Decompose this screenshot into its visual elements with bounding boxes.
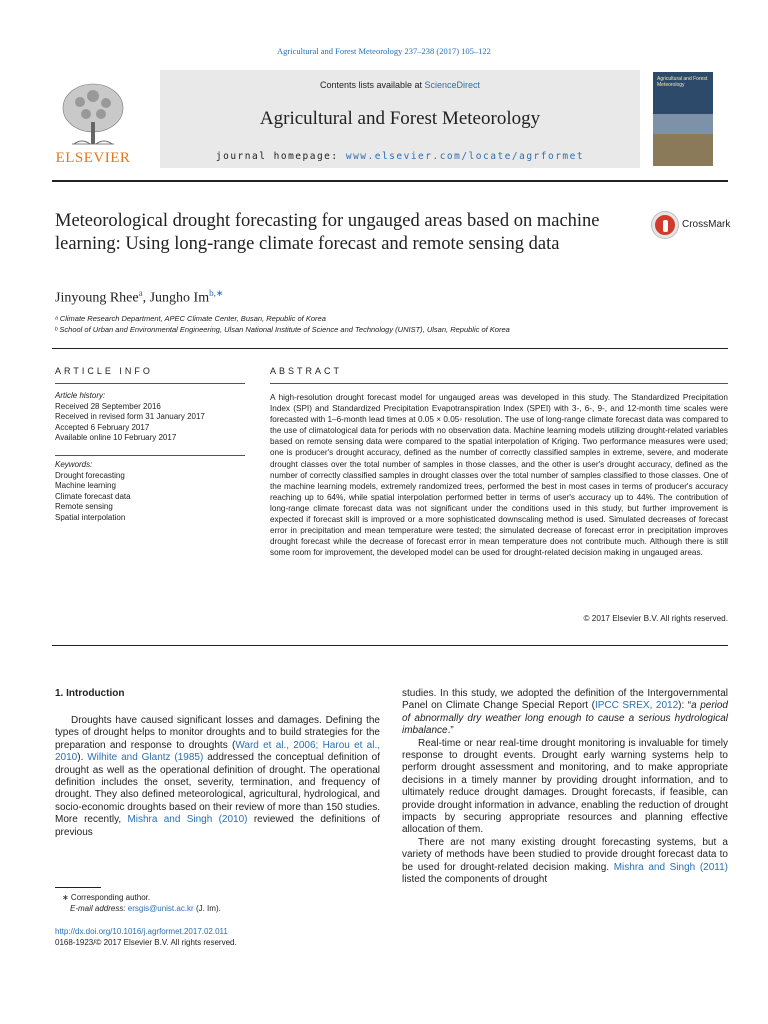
citation-link[interactable]: Ward et al., 2006; Harou et al., 2010 [55, 739, 381, 764]
contents-line [160, 80, 640, 90]
keyword: Machine learning [55, 481, 116, 490]
cover-landscape [653, 134, 713, 166]
abstract-rule [270, 383, 728, 384]
article-info-heading: ARTICLE INFO [55, 366, 153, 376]
body-paragraph: Droughts have caused significant losses and damages. Defining the types of drought helps to monitor droughts and to build strategies for the preparation and response to droughts (Ward et al., 2006; Harou et al., 2010). Wilhite and Glantz (1985) addressed the conceptual definition of drought as well as the operational definition of drought. The operational definition includes the onset, severity, termination, and frequency of drought. They also defined meteorological, agricultural, hydrological, and socio-economic droughts based on their review of more than 150 studies. More recently, Mishra and Singh (2010) reviewed the definitions of previous [55, 715, 381, 838]
history-date: Received 28 September 2016 [55, 401, 161, 411]
journal-cover-thumbnail[interactable] [653, 72, 713, 166]
doi-link[interactable]: http://dx.doi.org/10.1016/j.agrformet.2017.02.011 [55, 927, 228, 936]
crossmark-label: CrossMark [682, 219, 731, 230]
author-name: Jinyoung Rhee [55, 290, 139, 306]
header-rule [52, 180, 728, 182]
info-rule [55, 455, 245, 456]
abstract-text: A high-resolution drought forecast model for ungauged areas was developed in this study. The Standardized Precipitation Index (SPI) and Standardized Precipitation Evapotranspiration Index (SPEI) with 3-, 6-, 9-, and 12-month time scales were forecasted with 1–6-month lead times at 0.05 × 0.05◦ resolution. The use of long-range climate forecast data was compared to the use of climatological data for periods with no observation data. Machine learning models utilizing drought-related variables based on remote sensing data were compared to the spatial interpolation of Kriging. Two performance measures were used; one is producer's drought accuracy, defined as the number of correctly classified samples in extreme, severe, and moderate drought classes over the total number of samples in those classes, and the other is user's drought accuracy, defined as the number of correctly classified samples in drought classes over the total number of samples classified to those classes. One of the machine learning models, extremely randomized trees, performed the best in most cases in terms of producer's accuracy reaching up to 64%, while spatial interpolation performed better in terms of user's accuracy up to 44%. The contribution of long-range climate forecast data was not significant under the conditions used in this study, but further improvement is expected if forecast skill is improved or a more sophisticated downscaling method is used. Simulated decreases of forecast error in precipitation and mean temperature were tested; the simulated decrease of forecast error in precipitation improves drought forecast while the decrease of forecast error in mean temperature does not contribute much. Although there is still some room for improvement, the developed model can be used for drought-related decision making in ungauged areas. [270, 393, 728, 558]
email-label: E-mail address: [70, 904, 128, 913]
keyword: Drought forecasting [55, 470, 125, 480]
body-paragraph: Real-time or near real-time drought monitoring is invaluable for timely response to drought events. Drought early warning systems help to perform drought assessment and monitoring, and to make appropriate decisions in a timely manner by providing drought information, and to ultimately reduce drought damages. Drought forecasts, if feasible, can provide drought information in advance, enabling the reduction of drought impacts by securing appropriate resources and planning effective allocation of them. [402, 737, 728, 836]
affiliation-marker[interactable]: b,∗ [209, 288, 224, 298]
email-link[interactable]: ersgis@unist.ac.kr [127, 904, 194, 913]
email-suffix: (J. Im). [193, 904, 221, 913]
keyword: Remote sensing [55, 502, 113, 511]
contents-prefix: Contents lists available at [319, 80, 425, 90]
cover-sky [653, 114, 713, 134]
body-column-right [402, 688, 728, 887]
abstract-bottom-rule [52, 645, 728, 646]
author-separator: , [142, 290, 150, 306]
definition-quote: a period of abnormally dry weather long enough to cause a serious hydrological imbalance [402, 700, 728, 737]
body-column-left [55, 715, 380, 839]
author-list [55, 288, 223, 307]
history-date: Accepted 6 February 2017 [55, 422, 150, 432]
section-heading: 1. Introduction [55, 688, 125, 699]
keywords-label: Keywords: [55, 460, 93, 469]
affiliation-marker[interactable]: a [138, 288, 143, 298]
history-date: Available online 10 February 2017 [55, 433, 177, 442]
history-date: Received in revised form 31 January 2017 [55, 412, 205, 421]
crossmark-badge[interactable] [652, 212, 732, 242]
affiliation: ᵇ School of Urban and Environmental Engineering, Ulsan National Institute of Science and Technology (UNIST), Ulsan, Republic of Korea [55, 325, 510, 334]
abstract-heading: ABSTRACT [270, 366, 343, 376]
email-note [70, 904, 221, 913]
homepage-link[interactable]: www.elsevier.com/locate/agrformet [345, 151, 585, 162]
homepage-prefix: journal homepage: [215, 151, 346, 162]
paper-title: Meteorological drought forecasting for ungauged areas based on machine learning: Using long-range climate forecast and remote sensing data [55, 211, 600, 254]
cover-title: Agricultural and Forest Meteorology [657, 76, 708, 88]
info-rule [55, 383, 245, 384]
section-rule [52, 348, 728, 349]
journal-title: Agricultural and Forest Meteorology [259, 108, 541, 129]
keywords-block [55, 460, 245, 523]
journal-citation[interactable]: Agricultural and Forest Meteorology 237–238 (2017) 105–122 [277, 46, 491, 56]
citation-link[interactable]: Mishra and Singh (2010) [127, 814, 248, 826]
footnote-rule [55, 887, 101, 888]
citation-link[interactable]: IPCC SREX, 2012 [594, 700, 679, 712]
author-name: Jungho Im [149, 290, 210, 306]
issn-copyright: 0168-1923/© 2017 Elsevier B.V. All rights reserved. [55, 938, 237, 947]
crossmark-icon [652, 212, 678, 238]
sciencedirect-link[interactable]: ScienceDirect [424, 80, 481, 90]
keyword: Spatial interpolation [55, 512, 126, 522]
corresponding-author-note: ∗ Corresponding author. [62, 893, 151, 902]
body-paragraph: studies. In this study, we adopted the definition of the Intergovernmental Panel on Climate Change Special Report (IPCC SREX, 2012): “a period of abnormally dry weather long enough to cause a serious hydrological imbalance.” [402, 688, 728, 737]
article-history [55, 391, 245, 444]
history-label: Article history: [55, 391, 106, 400]
elsevier-wordmark: ELSEVIER [55, 150, 131, 166]
abstract-copyright: © 2017 Elsevier B.V. All rights reserved. [583, 614, 728, 623]
citation-link[interactable]: Mishra and Singh (2011) [613, 861, 728, 873]
affiliation: ᵃ Climate Research Department, APEC Climate Center, Busan, Republic of Korea [55, 314, 326, 323]
citation-link[interactable]: Wilhite and Glantz (1985) [87, 752, 204, 764]
body-paragraph: There are not many existing drought forecasting systems, but a variety of methods have been studied to provide drought forecast data to be used for drought-related decision making. Mishra and Singh (2011) listed the components of drought [402, 836, 728, 886]
journal-homepage [160, 151, 640, 162]
keyword: Climate forecast data [55, 491, 131, 501]
